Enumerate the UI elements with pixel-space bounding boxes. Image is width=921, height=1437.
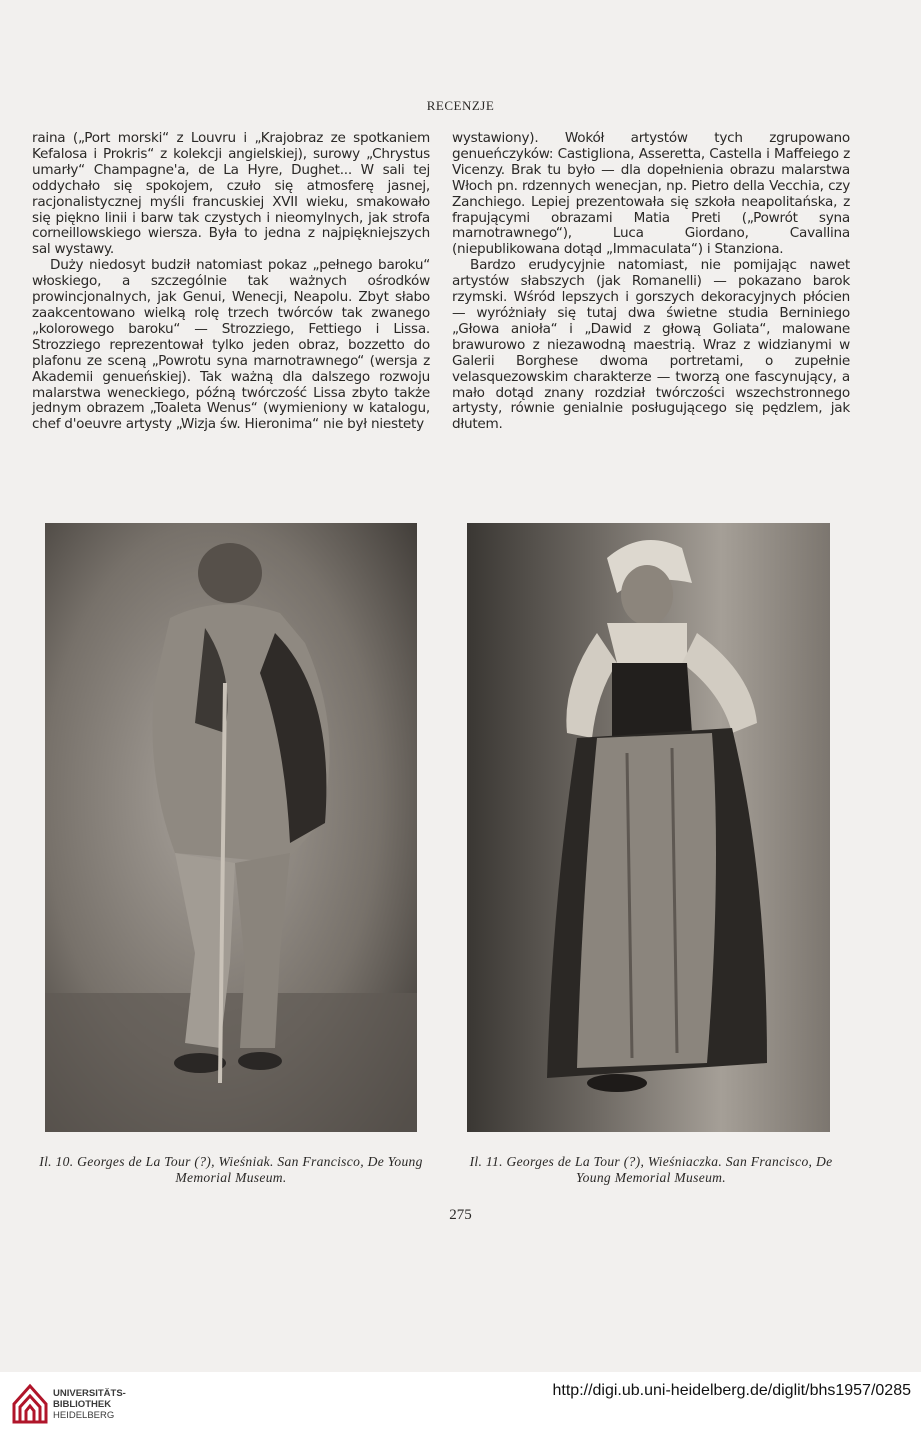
painting-peasant-woman [467, 523, 830, 1132]
figure-caption: Il. 11. Georges de La Tour (?), Wieśniaczka. San Francisco, De Young Memorial Museum. [469, 1154, 833, 1185]
library-logo-icon [10, 1382, 50, 1426]
painting-peasant-man [45, 523, 417, 1132]
right-text-column [452, 131, 850, 433]
figure-peasant-man [45, 523, 417, 1132]
paragraph: Bardzo erudycyjnie natomiast, nie pomijając nawet artystów słabszych (jak Romanelli) — pokazano barok rzymski. Wśród lepszych i gorszych dekoracyjnych płócien — wyróżniały się tutaj dwa świetne studia Berniniego „Głowa anioła“ i „Dawid z głową Goliata“, malowane brawurowo z niezawodną maestrią. Wraz z widzianymi w Galerii Borghese dwoma portretami, o zupełnie velasquezowskim charakterze — tworzą one fascynujący, a mało dotąd znany rozdział twórczości wszechstronnego artysty, równie genialnie posługującego się pędzlem, jak dłutem. [452, 257, 850, 433]
library-name [53, 1388, 126, 1421]
digitization-footer [0, 1372, 921, 1437]
running-header: RECENZJE [426, 98, 495, 113]
page-number: 275 [449, 1207, 472, 1223]
left-text-column [32, 131, 430, 433]
permalink-url[interactable]: http://digi.ub.uni-heidelberg.de/diglit/bhs1957/0285 [552, 1382, 911, 1399]
library-name-line: HEIDELBERG [53, 1410, 115, 1421]
paragraph: raina („Port morski“ z Louvru i „Krajobraz ze spotkaniem Kefalosa i Prokris“ z kolekcji angielskiej), surowy „Chrystus umarły“ Champagne'a, de La Hyre, Dughet... W sali tej oddychało się spokojem, czuło się atmosferę jasnej, racjonalistycznej myśli francuskiej XVII wieku, smakowało się piękno linii i barw tak czystych i nieomylnych, jak strofa corneillowskiego wiersza. Była to jedna z najpiękniejszych sal wystawy. [32, 130, 430, 258]
figure-caption: Il. 10. Georges de La Tour (?), Wieśniak. San Francisco, De Young Memorial Museum. [39, 1154, 423, 1185]
library-name-line: UNIVERSITÄTS- [53, 1388, 126, 1399]
paragraph: Duży niedosyt budził natomiast pokaz „pełnego baroku“ włoskiego, a szczególnie tak ważnych ośrodków prowincjonalnych, jak Genui, Wenecji, Neapolu. Zbyt słabo zaakcentowano wielką rolę trzech twórców tak zwanego „kolorowego baroku“ — Strozziego, Fettiego i Lissa. Strozziego reprezentował tylko jeden obraz, bozzetto do plafonu ze sceną „Powrotu syna marnotrawnego“ (wersja z Akademii genueńskiej). Tak ważną dla dalszego rozwoju malarstwa weneckiego, późną twórczość Lissa zbyto także jednym obrazem „Toaleta Wenus“ (wymieniony w katalogu, chef d'oeuvre artysty „Wizja św. Hieronima“ nie był niestety [32, 257, 430, 433]
library-name-line: BIBLIOTHEK [53, 1399, 112, 1410]
figure-peasant-woman [467, 523, 830, 1132]
paragraph: wystawiony). Wokół artystów tych zgrupowano genueńczyków: Castigliona, Asseretta, Castella i Maffeiego z Vicenzy. Brak tu było — dla dopełnienia obrazu malarstwa Włoch pn. rdzennych wenecjan, np. Pietro della Vecchia, czy Zanchiego. Lepiej prezentowała się szkoła neapolitańska, z frapującymi obrazami Matia Preti („Powrót syna marnotrawnego“), Luca Giordano, Cavallina (niepublikowana dotąd „Immaculata“) i Stanziona. [452, 130, 850, 258]
